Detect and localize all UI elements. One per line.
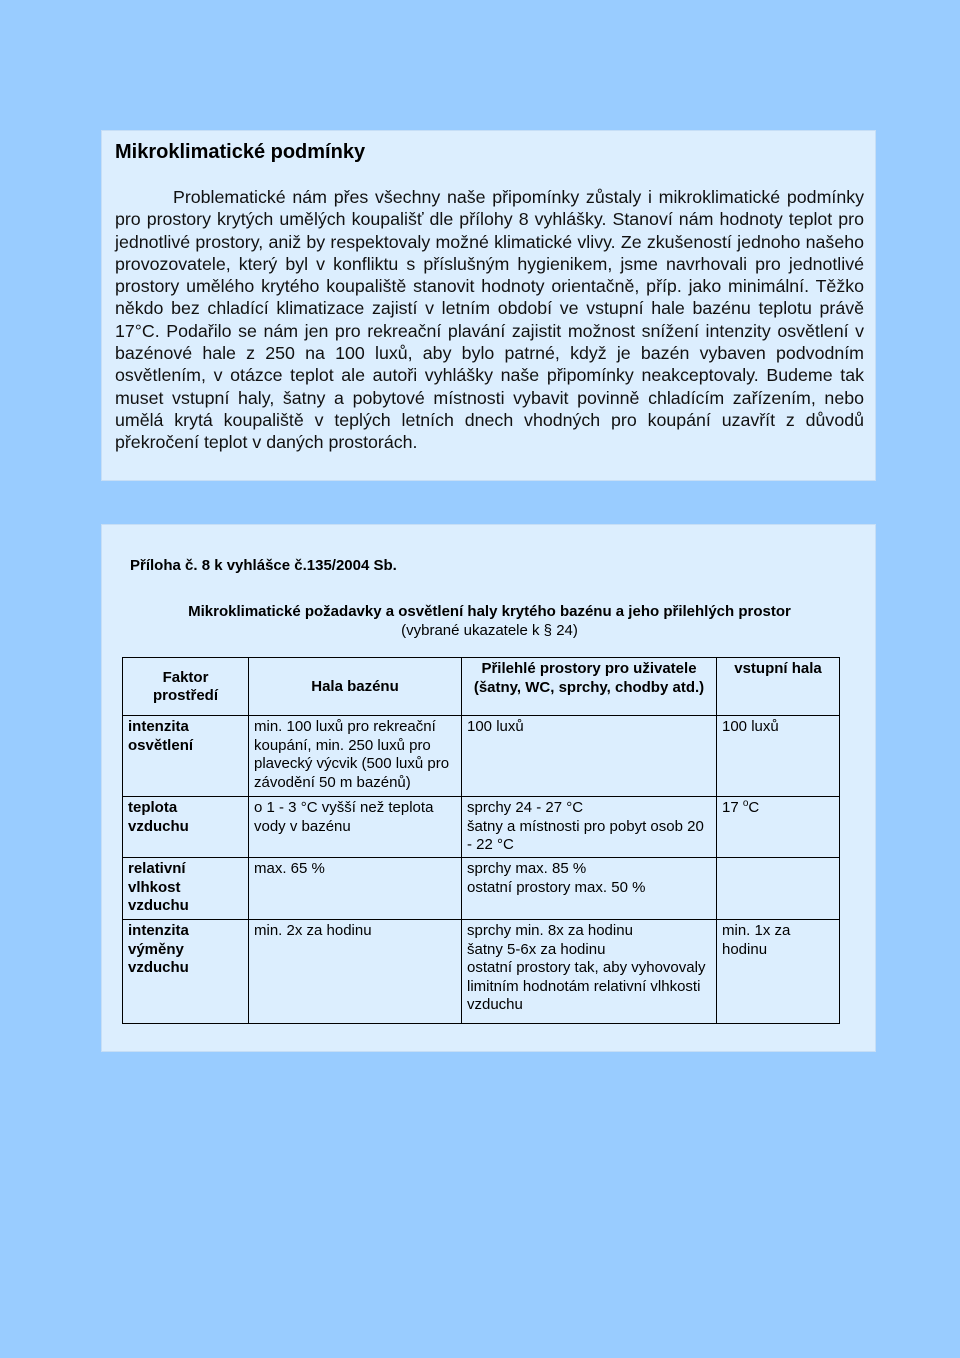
header-adjacent: Přilehlé prostory pro uživatele (šatny, WC, sprchy, chodby atd.): [462, 658, 717, 716]
cell-adjacent: [462, 716, 717, 797]
cell-hall: min. 2x za hodinu: [249, 920, 462, 1024]
microclimate-table: [122, 657, 840, 1024]
cell-adjacent: [462, 858, 717, 920]
row-factor-line: výměny: [128, 940, 184, 958]
section-title: Mikroklimatické podmínky: [115, 141, 366, 163]
row-factor-line: vzduchu: [128, 897, 189, 914]
row-factor-line: intenzita: [128, 718, 189, 735]
row-factor: [123, 858, 249, 920]
table-subtitle: (vybrané ukazatele k § 24): [401, 622, 578, 639]
cell-adjacent-line: šatny a místnosti pro pobyt osob 20 - 22 °C: [467, 817, 704, 853]
annex-heading: Příloha č. 8 k vyhlášce č.135/2004 Sb.: [130, 557, 397, 574]
cell-hall: min. 100 luxů pro rekreační koupání, min. 250 luxů pro plavecký výcvik (500 luxů pro závodění 50 m bazénů): [249, 716, 462, 797]
row-factor-line: relativní: [128, 860, 186, 877]
row-factor-line: intenzita: [128, 922, 189, 939]
cell-adjacent: [462, 920, 717, 1024]
entrance-temp-value: 17: [722, 799, 739, 816]
annex-section: [101, 524, 876, 1052]
row-factor-line: osvětlení: [128, 736, 194, 754]
header-factor: [123, 658, 249, 716]
header-hall: Hala bazénu: [249, 658, 462, 716]
intro-section: [101, 130, 876, 481]
row-factor-line: vlhkost: [128, 878, 181, 896]
cell-adjacent-line: ostatní prostory tak, aby vyhovovaly limitním hodnotám relativní vlhkosti vzduchu: [467, 959, 706, 1013]
intro-paragraph: Problematické nám přes všechny naše připomínky zůstaly i mikroklimatické podmínky pro prostory krytých umělých koupališť dle přílohy 8 vyhlášky. Stanoví nám hodnoty teplot pro jednotlivé prostory, aniž by respektovaly možné klimatické vlivy. Ze zkušeností jednoho našeho provozovatele, který byl v konfliktu s příslušným hygienikem, jsme navrhovali pro jednotlivé prostory umělého krytého koupaliště stanovit hodnoty orientačně, příp. jako minimální. Těžko někdo bez chladící klimatizace zajistí v letním období ve vstupní hale bazénu teplotu právě 17°C. Podařilo se nám jen pro rekreační plavání zajistit možnost snížení intenzity osvětlení v bazénové hale z 250 na 100 luxů, aby bylo patrné, když je bazén vybaven podvodním osvětlením, v otázce teplot ale autoři vyhlášky naše připomínky neakceptovaly. Budeme tak muset vstupní haly, šatny a pobytové místnosti vybavit povinně chladícím zařízením, nebo umělá krytá koupaliště v teplých letních dnech vhodných pro koupání uzavřít z důvodů překročení teplot v daných prostorách.: [115, 187, 864, 453]
table-row: [123, 858, 840, 920]
header-factor-line: Faktor: [162, 668, 209, 686]
row-factor-line: teplota: [128, 799, 178, 816]
cell-adjacent-line: sprchy min. 8x za hodinu: [467, 922, 633, 939]
header-entrance: vstupní hala: [717, 658, 840, 716]
cell-hall: o 1 - 3 °C vyšší než teplota vody v bazénu: [249, 797, 462, 858]
row-factor-line: vzduchu: [128, 817, 189, 835]
header-factor-line: prostředí: [152, 687, 218, 704]
entrance-temp-unit: C: [748, 799, 760, 816]
cell-adjacent-line: ostatní prostory max. 50 %: [467, 878, 646, 896]
cell-entrance: min. 1x za hodinu: [717, 920, 840, 1024]
table-row: [123, 920, 840, 1024]
table-row: [123, 797, 840, 858]
cell-hall: max. 65 %: [249, 858, 462, 920]
cell-entrance: [717, 858, 840, 920]
cell-adjacent-line: 100 luxů: [467, 718, 524, 735]
cell-adjacent-line: sprchy max. 85 %: [467, 860, 587, 877]
row-factor: [123, 716, 249, 797]
row-factor: [123, 797, 249, 858]
table-row: [123, 716, 840, 797]
cell-adjacent-line: sprchy 24 - 27 °C: [467, 799, 584, 816]
table-title: Mikroklimatické požadavky a osvětlení haly krytého bazénu a jeho přilehlých prostor: [188, 603, 791, 620]
cell-entrance: 100 luxů: [717, 716, 840, 797]
table-header-row: [123, 658, 840, 716]
row-factor: [123, 920, 249, 1024]
cell-entrance: [717, 797, 840, 858]
row-factor-line: vzduchu: [128, 959, 189, 976]
cell-adjacent: [462, 797, 717, 858]
cell-adjacent-line: šatny 5-6x za hodinu: [467, 940, 606, 958]
entrance-temp-degree: o: [742, 798, 749, 809]
